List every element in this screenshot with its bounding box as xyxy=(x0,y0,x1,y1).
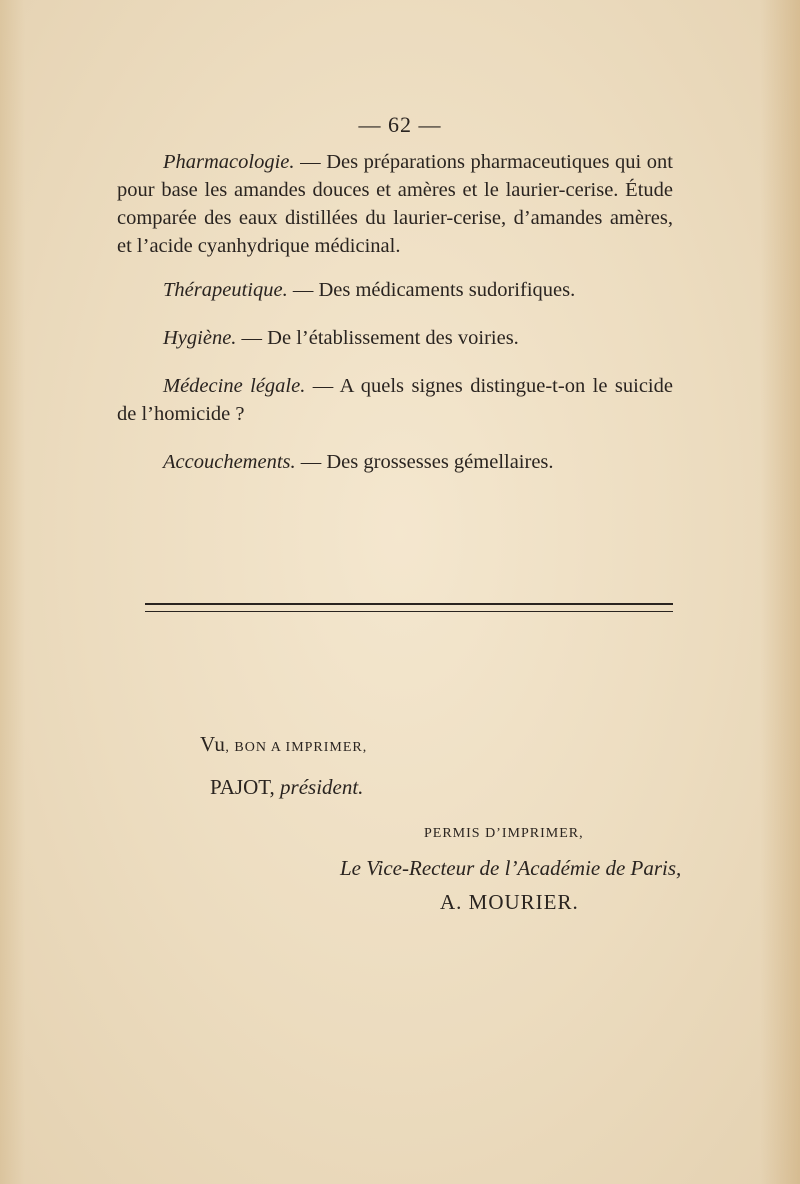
page-number: — 62 — xyxy=(358,112,442,137)
paragraph-text: — Des grossesses gémellaires. xyxy=(295,451,554,473)
page-edge-shadow-right xyxy=(760,0,800,1184)
paragraph-subject: Accouchements. xyxy=(163,451,296,473)
vu-rest: , BON A IMPRIMER, xyxy=(225,740,368,755)
paragraph-hygiene xyxy=(117,324,673,352)
president-name: PAJOT, xyxy=(210,775,281,799)
paragraph-accouchements xyxy=(117,448,673,476)
paragraph-text: — Des préparations pharmaceutiques qui ont pour base les amandes douces et amères et le laurier-cerise. Étude comparée des eaux distillées du laurier-cerise, d’amandes amères, et l’acide cyanhydrique médicinal. xyxy=(117,151,673,257)
paragraph-text: — De l’établissement des voiries. xyxy=(236,327,519,349)
vu-initial: Vu xyxy=(200,732,226,756)
paragraph-medecine-legale xyxy=(117,372,673,428)
double-rule-divider xyxy=(145,603,673,612)
president-role: président. xyxy=(280,775,364,799)
paragraph-therapeutique xyxy=(117,276,673,304)
paragraph-subject: Hygiène. xyxy=(163,327,237,349)
paragraph-text: — Des médicaments sudorifiques. xyxy=(287,279,576,301)
paragraph-subject: Pharmacologie. xyxy=(163,151,295,173)
vice-recteur-name: A. MOURIER. xyxy=(440,890,579,914)
president-signature xyxy=(210,775,363,800)
page-edge-shadow-left xyxy=(0,0,25,1184)
paragraph-text: — A quels signes distingue-t-on le suicide de l’homicide ? xyxy=(117,375,673,425)
paragraph-subject: Médecine légale. xyxy=(163,375,306,397)
paragraph-subject: Thérapeutique. xyxy=(163,279,288,301)
permis-d-imprimer: PERMIS D’IMPRIMER, xyxy=(424,826,584,841)
paragraph-pharmacologie xyxy=(117,148,673,260)
vu-bon-a-imprimer xyxy=(200,732,367,757)
vice-recteur-title: Le Vice-Recteur de l’Académie de Paris, xyxy=(340,856,682,880)
